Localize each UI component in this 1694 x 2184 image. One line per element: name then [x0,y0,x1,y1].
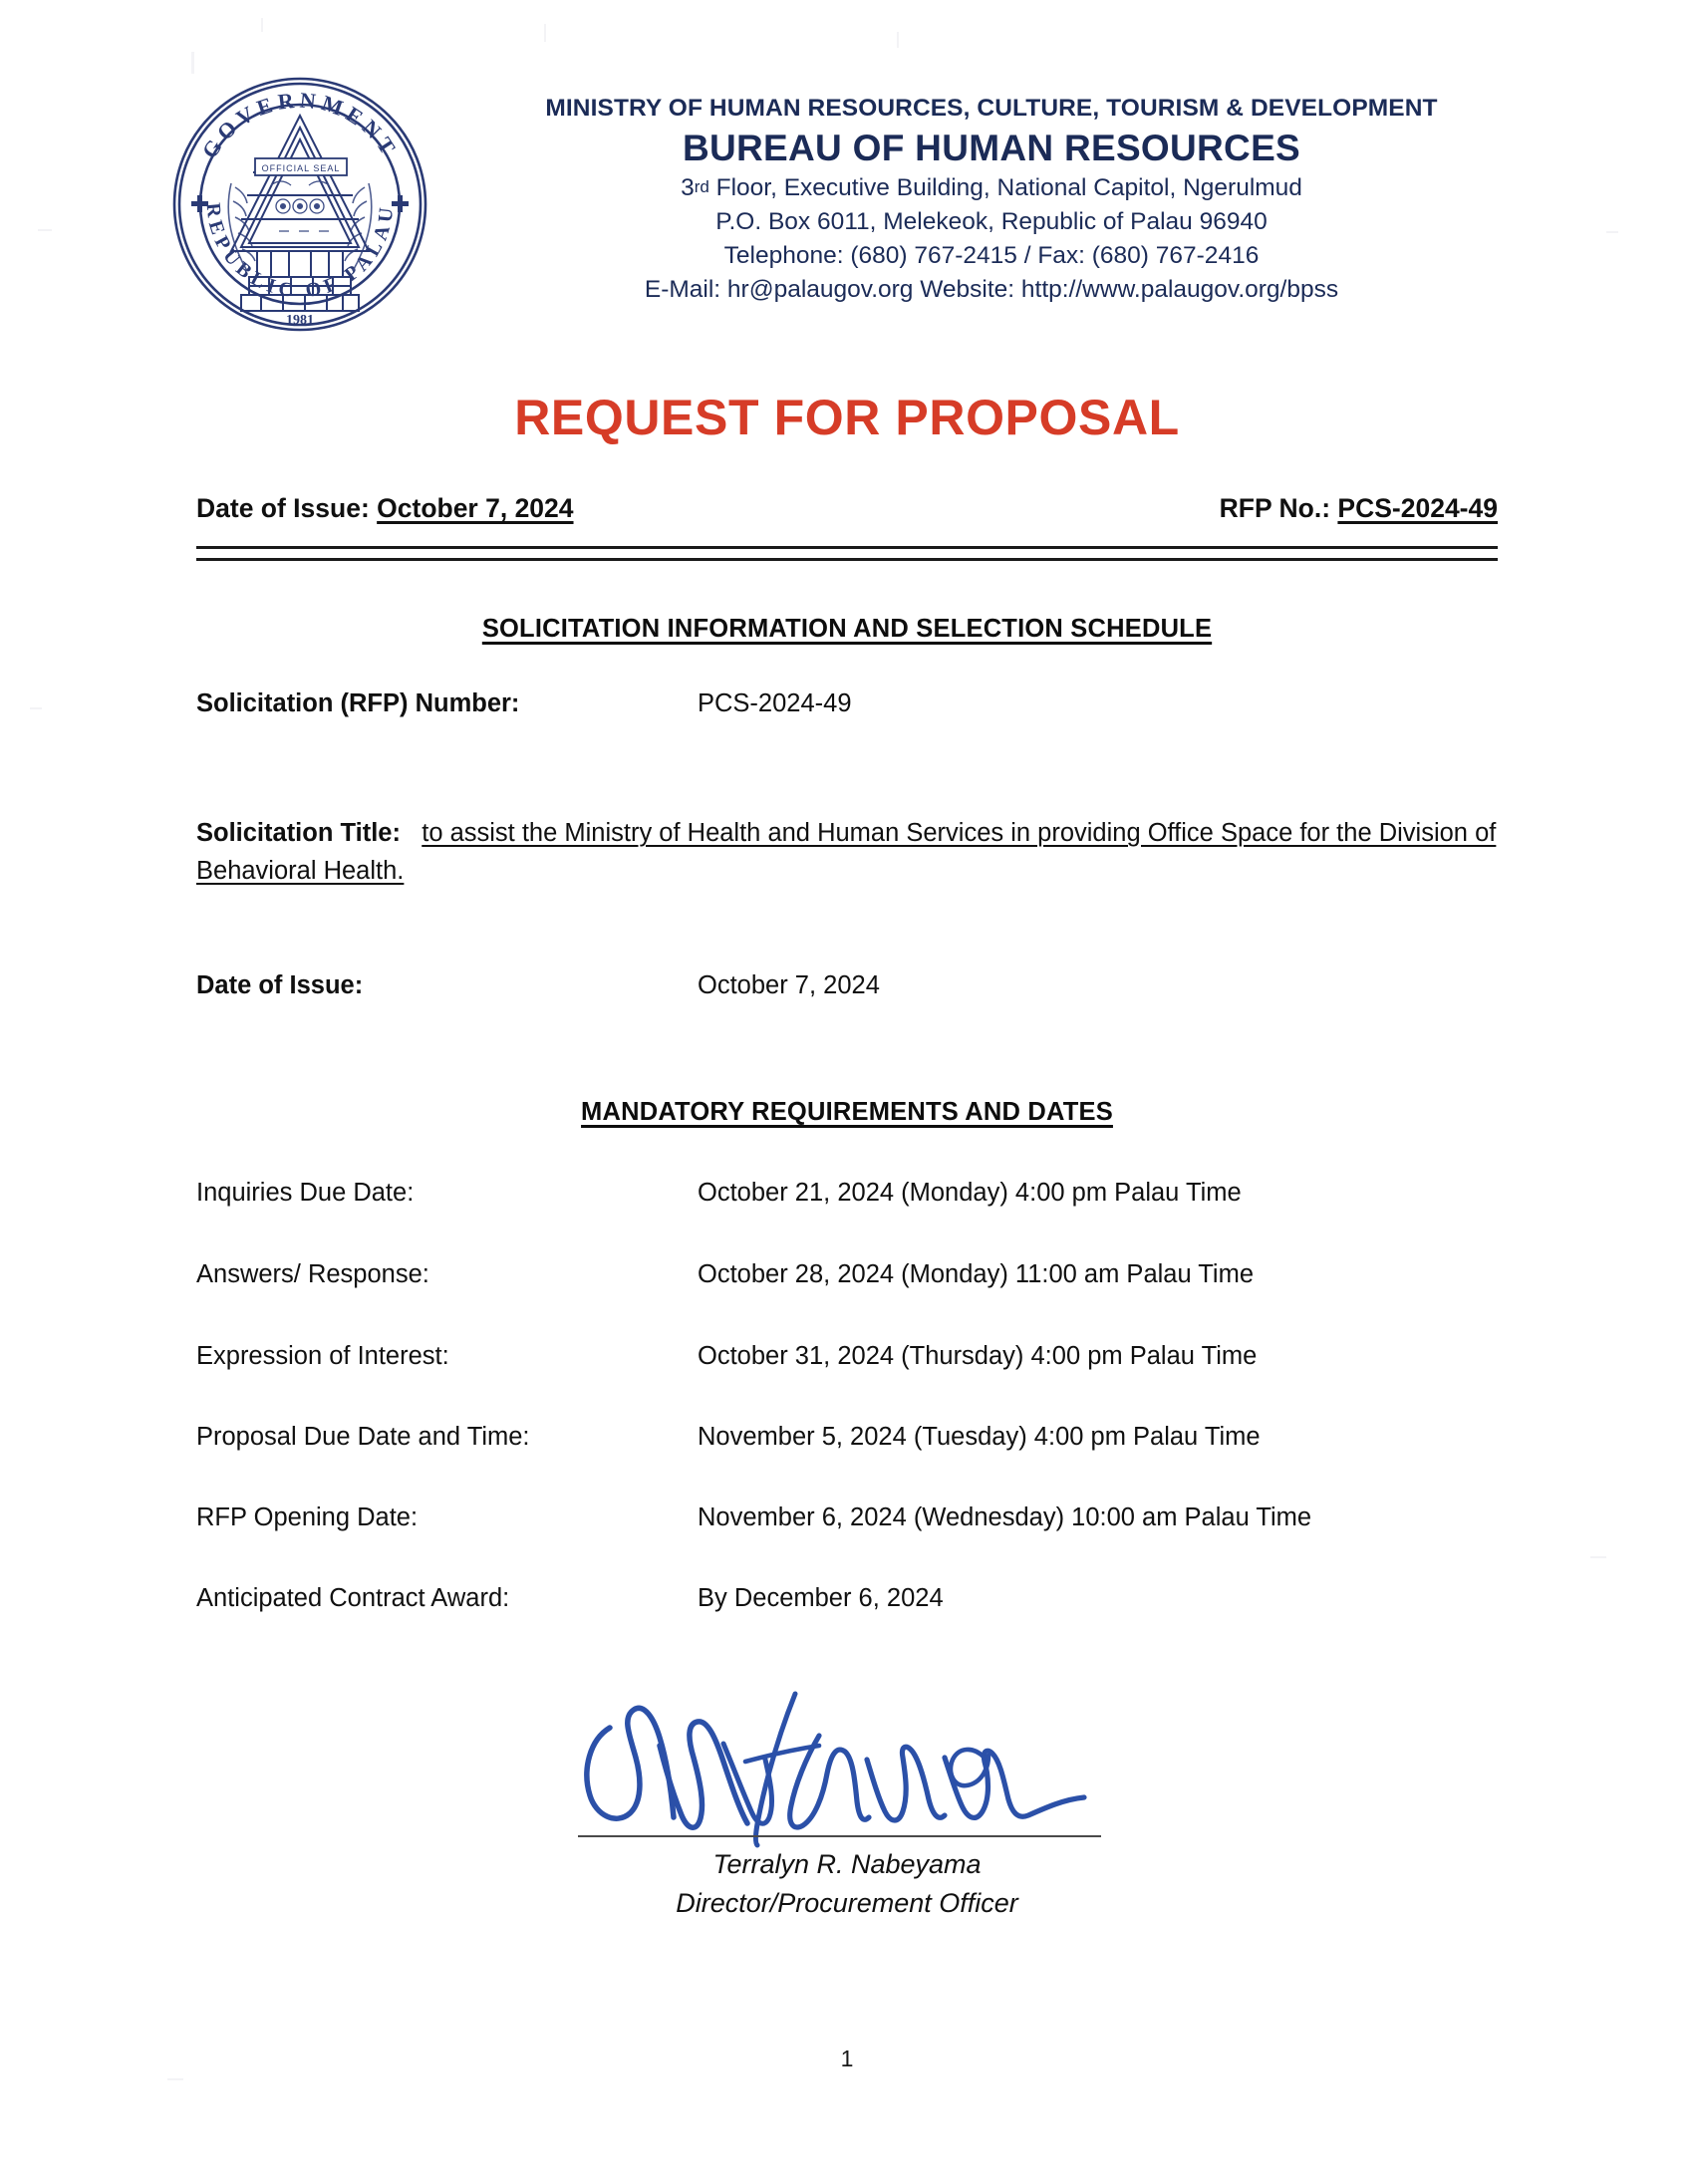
solicitation-section-heading [0,615,1694,644]
address-line-1 [428,172,1554,205]
bureau-name: BUREAU OF HUMAN RESOURCES [682,127,1301,168]
ministry-name: MINISTRY OF HUMAN RESOURCES, CULTURE, TOURISM & DEVELOPMENT [545,95,1438,122]
signatory-title: Director/Procurement Officer [676,1888,1018,1918]
letterhead [0,70,1694,359]
solicitation-title-value: to assist the Ministry of Health and Human Services in providing Office Space for the Division of Behavioral Health. [196,819,1497,885]
rfp-number-header-value: PCS-2024-49 [1337,493,1498,523]
solicitation-section-heading-text: SOLICITATION INFORMATION AND SELECTION SCHEDULE [481,615,1213,643]
schedule-label: Proposal Due Date and Time: [196,1423,530,1451]
schedule-value: October 28, 2024 (Monday) 11:00 am Palau Time [698,1260,1254,1288]
scan-artifact [30,707,42,709]
schedule-value: October 21, 2024 (Monday) 4:00 pm Palau Time [698,1179,1242,1207]
signature-block [558,1684,1136,1983]
schedule-label: RFP Opening Date: [196,1503,419,1531]
address-floor-ordinal: rd [694,177,709,197]
address-line-2: P.O. Box 6011, Melekeok, Republic of Palau 96940 [715,208,1268,236]
rfp-number-header [1220,493,1498,524]
solicitation-number-value: PCS-2024-49 [698,689,852,717]
svg-text:GOVERNMENT: GOVERNMENT [196,87,404,163]
scan-artifact [261,18,263,32]
solicitation-title-label: Solicitation Title: [196,819,401,847]
scan-artifact [1590,1556,1606,1558]
telephone-line: Telephone: (680) 767-2415 / Fax: (680) 767-2416 [723,242,1260,270]
header-divider [196,546,1498,561]
rfp-number-header-label: RFP No.: [1219,493,1331,523]
mandatory-section-heading-text: MANDATORY REQUIREMENTS AND DATES [581,1098,1113,1126]
page-number: 1 [840,2046,854,2071]
scan-artifact [167,2078,183,2080]
scan-artifact [897,32,899,48]
solicitation-date-value: October 7, 2024 [698,971,880,999]
schedule-value: By December 6, 2024 [698,1584,944,1612]
schedule-label: Answers/ Response: [196,1260,429,1288]
schedule-value: November 5, 2024 (Tuesday) 4:00 pm Palau Time [698,1423,1261,1451]
handwritten-signature-icon [538,1684,1116,1848]
schedule-label: Anticipated Contract Award: [196,1584,510,1612]
letterhead-text [428,94,1554,307]
solicitation-title-row [196,815,1502,890]
date-of-issue-header-value: October 7, 2024 [377,493,574,523]
schedule-value: November 6, 2024 (Wednesday) 10:00 am Palau Time [698,1503,1312,1531]
svg-text:1981: 1981 [286,313,314,328]
schedule-label: Inquiries Due Date: [196,1179,415,1207]
schedule-label: Expression of Interest: [196,1342,449,1370]
page-title: REQUEST FOR PROPOSAL [514,390,1180,445]
address-line-1-rest: Floor, Executive Building, National Capitol, Ngerulmud [708,174,1302,202]
date-of-issue-header [196,493,574,524]
svg-text:REPUBLIC OF PALAU: REPUBLIC OF PALAU [201,201,399,303]
mandatory-section-heading [0,1098,1694,1127]
scan-artifact [544,24,546,42]
svg-text:OFFICIAL SEAL: OFFICIAL SEAL [261,163,341,173]
signature-line [578,1835,1101,1837]
date-of-issue-header-label: Date of Issue: [196,493,370,523]
solicitation-date-label: Date of Issue: [196,971,364,999]
solicitation-number-label: Solicitation (RFP) Number: [196,689,520,717]
issue-header-row [196,493,1498,533]
email-website-line: E-Mail: hr@palaugov.org Website: http://www.palaugov.org/bpss [644,275,1339,303]
schedule-value: October 31, 2024 (Thursday) 4:00 pm Palau Time [698,1342,1258,1370]
signatory-name: Terralyn R. Nabeyama [712,1849,982,1879]
address-floor-number: 3 [681,174,695,202]
palau-government-seal-icon [171,76,428,333]
